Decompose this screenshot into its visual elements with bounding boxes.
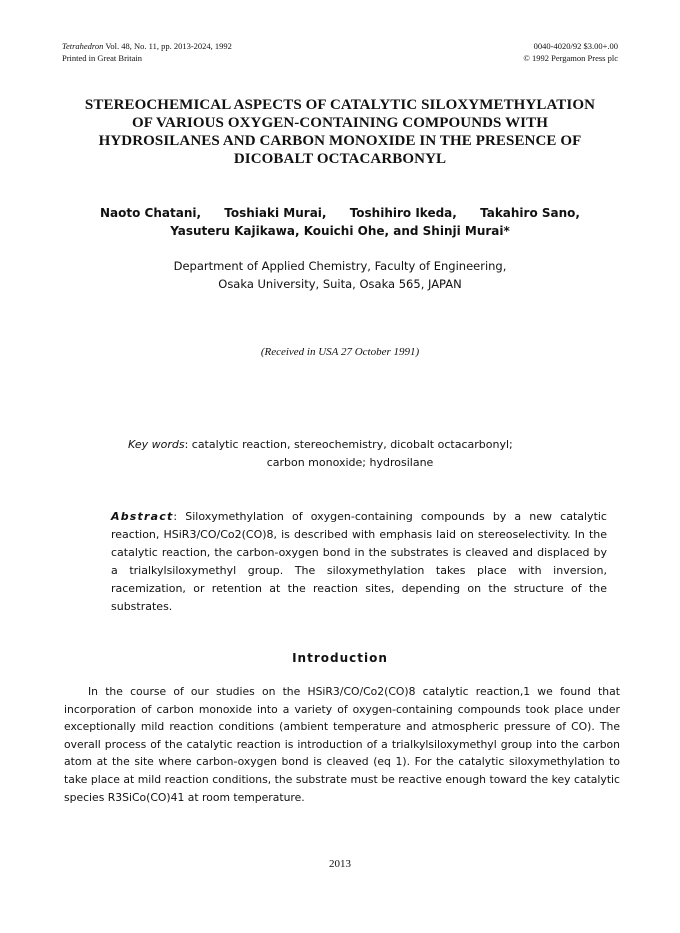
printed-in: Printed in Great Britain [62,53,143,63]
abstract-label: Abstract [111,510,174,523]
citation: Vol. 48, No. 11, pp. 2013-2024, 1992 [103,41,232,51]
keywords-label: Key words [128,438,185,451]
issn-price: 0040-4020/92 $3.00+.00 [533,41,618,51]
keywords-line-1: : catalytic reaction, stereochemistry, dicobalt octacarbonyl; [184,438,513,451]
author: Takahiro Sano, [480,206,580,220]
paper-title [70,96,610,168]
author-line-2: Yasuteru Kajikawa, Kouichi Ohe, and Shinji Murai* [170,224,510,238]
running-header-left [62,40,232,64]
abstract [111,508,607,616]
keywords-line-2: carbon monoxide; hydrosilane [266,456,434,469]
section-heading-introduction: Introduction [292,651,388,665]
page-number: 2013 [329,858,351,870]
title-line: STEREOCHEMICAL ASPECTS OF CATALYTIC SILOXYMETHYLATION [84,97,596,113]
author: Toshiaki Murai, [224,206,327,220]
author: Toshihiro Ikeda, [349,206,457,220]
running-header-right [523,40,618,64]
title-line: OF VARIOUS OXYGEN-CONTAINING COMPOUNDS WITH [131,115,548,131]
affiliation-line-2: Osaka University, Suita, Osaka 565, JAPAN [218,277,462,291]
abstract-text: : Siloxymethylation of oxygen-containing compounds by a new catalytic reaction, HSiR3/CO/Co2(CO)8, is described with emphasis laid on stereoselectivity. In the catalytic reaction, the carbon-oxygen bond in the substrates is cleaved and displaced by a trialkylsiloxymethyl group. The siloxymethylation takes place with inversion, racemization, or retention at the reaction sites, depending on the structure of the substrates. [111,510,607,613]
journal-name: Tetrahedron [62,41,104,51]
author: Naoto Chatani, [100,206,202,220]
introduction-text: In the course of our studies on the HSiR3/CO/Co2(CO)8 catalytic reaction,1 we found that incorporation of carbon monoxide into a variety of oxygen-containing compounds took place under exceptionally mild reaction conditions (ambient temperature and atmospheric pressure of CO). The overall process of the catalytic reaction is introduction of a trialkylsiloxymethyl group into the carbon atom at the site where carbon-oxygen bond is cleaved (eq 1). For the catalytic siloxymethylation to take place at mild reaction conditions, the substrate must be reactive enough toward the key catalytic species R3SiCo(CO)41 at room temperature. [64,685,620,804]
keywords [128,436,568,472]
received-date: (Received in USA 27 October 1991) [260,346,420,358]
title-line: DICOBALT OCTACARBONYL [233,151,447,167]
affiliation-line-1: Department of Applied Chemistry, Faculty of Engineering, [173,259,507,273]
copyright: © 1992 Pergamon Press plc [523,53,618,63]
title-line: HYDROSILANES AND CARBON MONOXIDE IN THE PRESENCE OF [98,133,582,149]
introduction-paragraph [64,683,620,806]
affiliation [100,257,580,293]
author-list [100,204,580,240]
